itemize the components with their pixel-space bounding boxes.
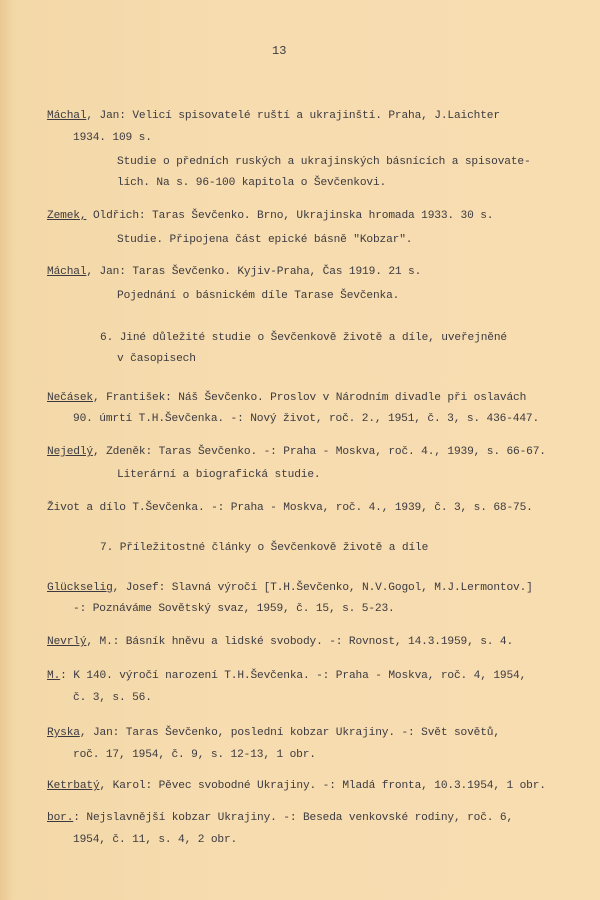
author-name: Ketrbatý [47,780,100,792]
page-number: 13 [272,44,287,58]
bib-entry-zivot: Život a dílo T.Ševčenka. -: Praha - Moskva, roč. 4., 1939, č. 3, s. 68-75. [47,502,533,514]
bib-entry-line: č. 3, s. 56. [73,692,152,704]
author-name: M. [47,670,61,682]
bib-entry-m: M.: K 140. výročí narození T.H.Ševčenka. -: Praha - Moskva, roč. 4, 1954, [47,670,527,682]
bib-entry-line: 1954, č. 11, s. 4, 2 obr. [73,834,238,846]
bib-entry-nejedly: Nejedlý, Zdeněk: Taras Ševčenko. -: Praha - Moskva, roč. 4., 1939, s. 66-67. [47,446,546,458]
annotation-line: Studie. Připojena část epické básně "Kobzar". [117,234,413,246]
bib-entry-bor: bor.: Nejslavnější kobzar Ukrajiny. -: Beseda venkovské rodiny, roč. 6, [47,812,514,824]
annotation-line: Pojednání o básnickém díle Tarase Ševčenka. [117,290,400,302]
section-heading-7: 7. Příležitostné články o Ševčenkově životě a díle [100,542,429,554]
author-name: Máchal [47,110,87,122]
bib-entry-ryska: Ryska, Jan: Taras Ševčenko, poslední kobzar Ukrajiny. -: Svět sovětů, [47,727,500,739]
bib-entry-necasek: Nečásek, František: Náš Ševčenko. Proslov v Národním divadle při oslavách [47,392,527,404]
section-heading-6: 6. Jiné důležité studie o Ševčenkově životě a díle, uveřejněné [100,332,507,344]
author-name: bor. [47,812,74,824]
author-name: Nejedlý [47,446,93,458]
author-name: Zemek, [47,210,87,222]
bib-entry-nevrly: Nevrlý, M.: Básník hněvu a lidské svobody. -: Rovnost, 14.3.1959, s. 4. [47,636,514,648]
annotation-line: Literární a biografická studie. [117,469,321,481]
bib-entry-line: roč. 17, 1954, č. 9, s. 12-13, 1 obr. [73,749,316,761]
bib-entry-line: 90. úmrtí T.H.Ševčenka. -: Nový život, roč. 2., 1951, č. 3, s. 436-447. [73,413,540,425]
bib-entry-line: -: Poznáváme Sovětský svaz, 1959, č. 15, s. 5-23. [73,603,395,615]
section-heading-6-cont: v časopisech [117,353,196,365]
bib-entry-machal-1: Máchal, Jan: Velicí spisovatelé ruští a ukrajinští. Praha, J.Laichter [47,110,500,122]
annotation-line: Studie o předních ruských a ukrajinských básnících a spisovate- [117,156,531,168]
bib-entry-glueckselig: Glückselig, Josef: Slavná výročí [T.H.Ševčenko, N.V.Gogol, M.J.Lermontov.] [47,582,533,594]
author-name: Glückselig [47,582,113,594]
author-name: Ryska [47,727,80,739]
bib-entry-line: 1934. 109 s. [73,132,152,144]
author-name: Máchal [47,266,87,278]
bib-entry-zemek: Zemek, Oldřich: Taras Ševčenko. Brno, Ukrajinska hromada 1933. 30 s. [47,210,494,222]
annotation-line: lích. Na s. 96-100 kapitola o Ševčenkovi. [117,177,387,189]
bib-entry-machal-2: Máchal, Jan: Taras Ševčenko. Kyjiv-Praha, Čas 1919. 21 s. [47,266,422,278]
author-name: Nevrlý [47,636,87,648]
author-name: Nečásek [47,392,93,404]
bib-entry-ketrbaty: Ketrbatý, Karol: Pěvec svobodné Ukrajiny. -: Mladá fronta, 10.3.1954, 1 obr. [47,780,546,792]
